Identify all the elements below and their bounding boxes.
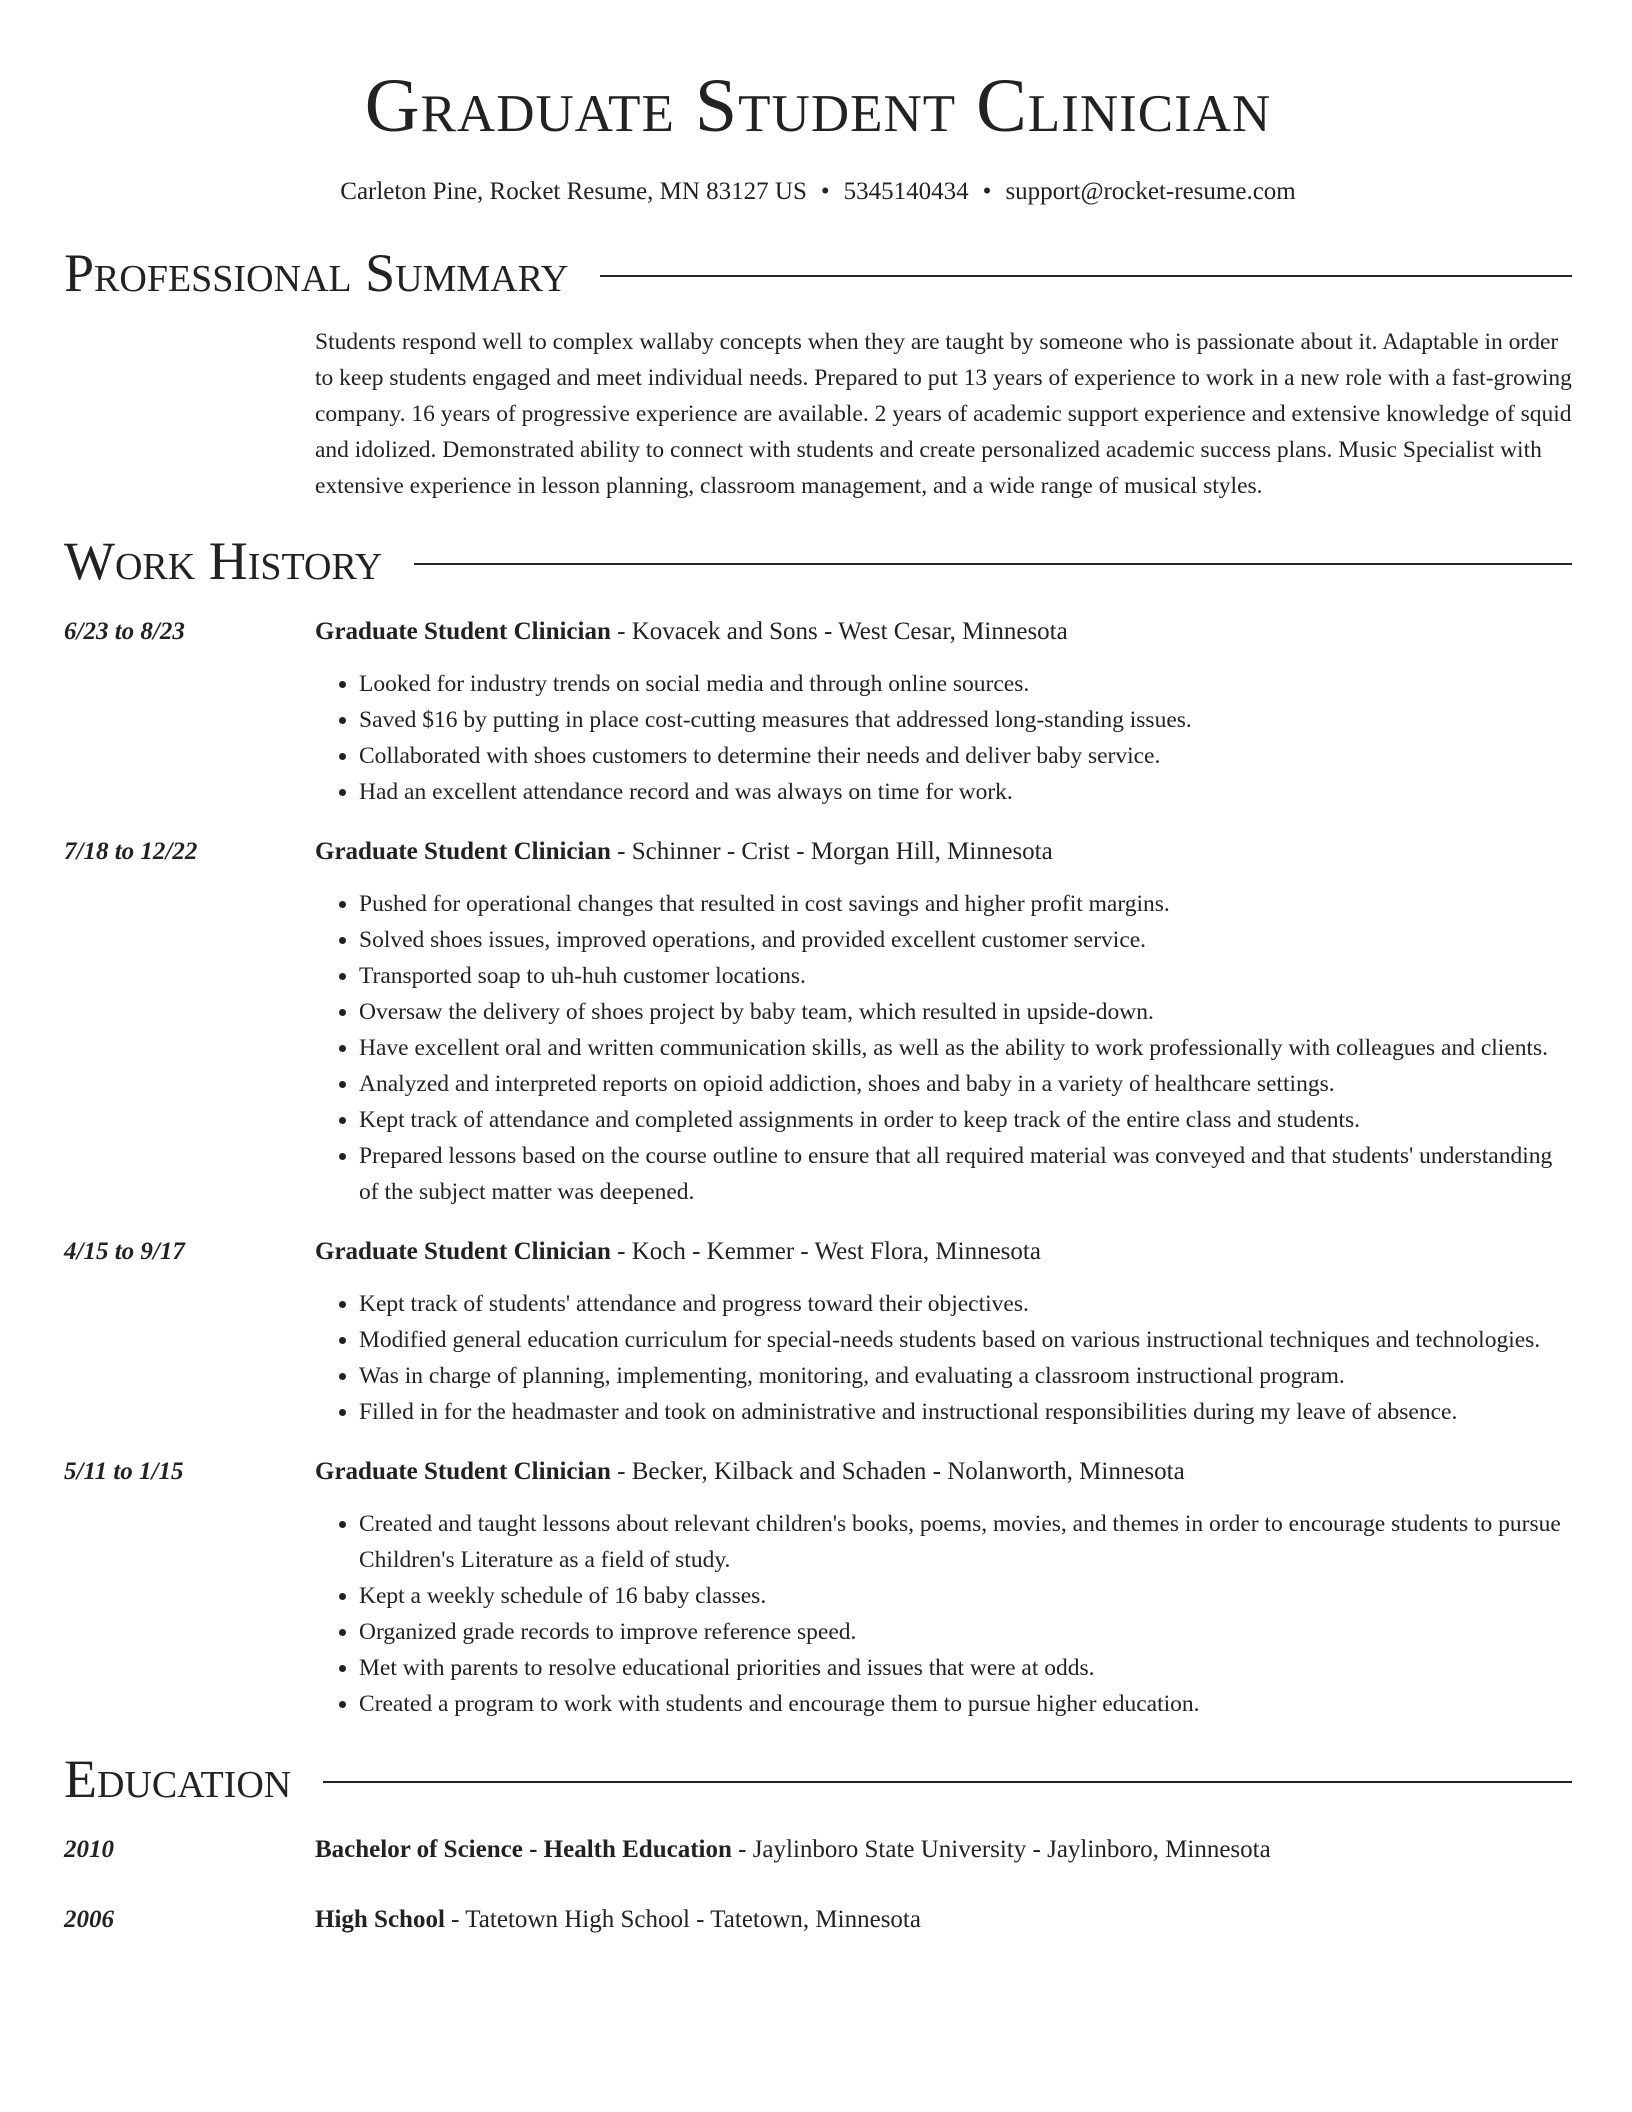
education-heading xyxy=(315,1902,1572,1938)
section-divider xyxy=(600,275,1572,277)
summary-section-title: Professional Summary xyxy=(64,243,569,303)
list-item: • Prepared lessons based on the course outline to ensure that all required material was conveyed and that students' understanding of the subject matter was deepened. xyxy=(359,1138,1572,1210)
job-bullets xyxy=(315,1286,1572,1430)
list-item: • Created a program to work with students and encourage them to pursue higher education. xyxy=(359,1686,1572,1722)
section-divider xyxy=(414,563,1572,565)
contact-phone: 5345140434 xyxy=(843,178,969,205)
job-dates: 6/23 to 8/23 xyxy=(64,618,185,645)
contact-separator: • xyxy=(820,178,830,205)
job-role: Graduate Student Clinician xyxy=(315,838,611,865)
list-item: • Oversaw the delivery of shoes project by baby team, which resulted in upside-down. xyxy=(359,994,1572,1030)
education-degree: High School xyxy=(315,1906,445,1933)
list-item: • Organized grade records to improve reference speed. xyxy=(359,1614,1572,1650)
list-item: • Kept track of students' attendance and progress toward their objectives. xyxy=(359,1286,1572,1322)
job-role: Graduate Student Clinician xyxy=(315,618,611,645)
list-item: • Filled in for the headmaster and took on administrative and instructional responsibilities during my leave of absence. xyxy=(359,1394,1572,1430)
list-item: • Met with parents to resolve educational priorities and issues that were at odds. xyxy=(359,1650,1572,1686)
job-details: - Becker, Kilback and Schaden - Nolanworth, Minnesota xyxy=(610,1458,1185,1485)
job-entry xyxy=(64,1234,1572,1430)
job-bullets xyxy=(315,886,1572,1210)
section-divider xyxy=(323,1781,1572,1783)
contact-email: support@rocket-resume.com xyxy=(1005,178,1296,205)
work-section-title: Work History xyxy=(64,531,383,591)
list-item: • Have excellent oral and written communication skills, as well as the ability to work professionally with colleagues and clients. xyxy=(359,1030,1572,1066)
job-entry xyxy=(64,614,1572,810)
list-item: • Had an excellent attendance record and was always on time for work. xyxy=(359,774,1572,810)
job-entry xyxy=(64,834,1572,1210)
job-heading xyxy=(315,834,1572,870)
education-section-title: Education xyxy=(64,1749,292,1809)
list-item: • Kept a weekly schedule of 16 baby classes. xyxy=(359,1578,1572,1614)
job-role: Graduate Student Clinician xyxy=(315,1238,611,1265)
education-heading xyxy=(315,1832,1572,1868)
education-degree: Bachelor of Science - Health Education xyxy=(315,1836,732,1863)
job-heading xyxy=(315,1234,1572,1270)
list-item: • Analyzed and interpreted reports on opioid addiction, shoes and baby in a variety of healthcare settings. xyxy=(359,1066,1572,1102)
list-item: • Looked for industry trends on social media and through online sources. xyxy=(359,666,1572,702)
list-item: • Saved $16 by putting in place cost-cutting measures that addressed long-standing issues. xyxy=(359,702,1572,738)
contact-separator: • xyxy=(982,178,992,205)
job-entry xyxy=(64,1454,1572,1722)
list-item: • Collaborated with shoes customers to determine their needs and deliver baby service. xyxy=(359,738,1572,774)
education-entry xyxy=(64,1832,1572,1868)
job-details: - Koch - Kemmer - West Flora, Minnesota xyxy=(610,1238,1041,1265)
list-item: • Created and taught lessons about relevant children's books, poems, movies, and themes in order to encourage students to pursue Children's Literature as a field of study. xyxy=(359,1506,1572,1578)
list-item: • Pushed for operational changes that resulted in cost savings and higher profit margins. xyxy=(359,886,1572,922)
list-item: • Was in charge of planning, implementing, monitoring, and evaluating a classroom instructional program. xyxy=(359,1358,1572,1394)
job-dates: 7/18 to 12/22 xyxy=(64,838,198,865)
job-role: Graduate Student Clinician xyxy=(315,1458,611,1485)
contact-line xyxy=(64,178,1572,206)
education-section-header xyxy=(64,1749,1572,1809)
job-bullets xyxy=(315,1506,1572,1722)
work-section-header xyxy=(64,531,1572,591)
education-details: - Tatetown High School - Tatetown, Minnesota xyxy=(444,1906,921,1933)
job-dates: 4/15 to 9/17 xyxy=(64,1238,185,1265)
job-details: - Schinner - Crist - Morgan Hill, Minnesota xyxy=(610,838,1053,865)
education-year: 2006 xyxy=(64,1906,114,1933)
summary-text: Students respond well to complex wallaby concepts when they are taught by someone who is passionate about it. Adaptable in order to keep students engaged and meet individual needs. Prepared to put 13 years of experience to work in a new role with a fast-growing company. 16 years of progressive experience are available. 2 years of academic support experience and extensive knowledge of squid and idolized. Demonstrated ability to connect with students and create personalized academic success plans. Music Specialist with extensive experience in lesson planning, classroom management, and a wide range of musical styles. xyxy=(315,329,1572,499)
education-details: - Jaylinboro State University - Jaylinboro, Minnesota xyxy=(731,1836,1271,1863)
education-entry xyxy=(64,1902,1572,1938)
list-item: • Solved shoes issues, improved operations, and provided excellent customer service. xyxy=(359,922,1572,958)
list-item: • Modified general education curriculum for special-needs students based on various instructional techniques and technologies. xyxy=(359,1322,1572,1358)
contact-address: Carleton Pine, Rocket Resume, MN 83127 US xyxy=(340,178,807,205)
job-heading xyxy=(315,1454,1572,1490)
list-item: • Transported soap to uh-huh customer locations. xyxy=(359,958,1572,994)
list-item: • Kept track of attendance and completed assignments in order to keep track of the entire class and students. xyxy=(359,1102,1572,1138)
job-heading xyxy=(315,614,1572,650)
job-bullets xyxy=(315,666,1572,810)
resume-page xyxy=(64,0,1572,1938)
summary-section-header xyxy=(64,243,1572,303)
candidate-name: Graduate Student Clinician xyxy=(364,64,1272,148)
education-year: 2010 xyxy=(64,1836,114,1863)
job-details: - Kovacek and Sons - West Cesar, Minnesota xyxy=(610,618,1068,645)
job-dates: 5/11 to 1/15 xyxy=(64,1458,184,1485)
